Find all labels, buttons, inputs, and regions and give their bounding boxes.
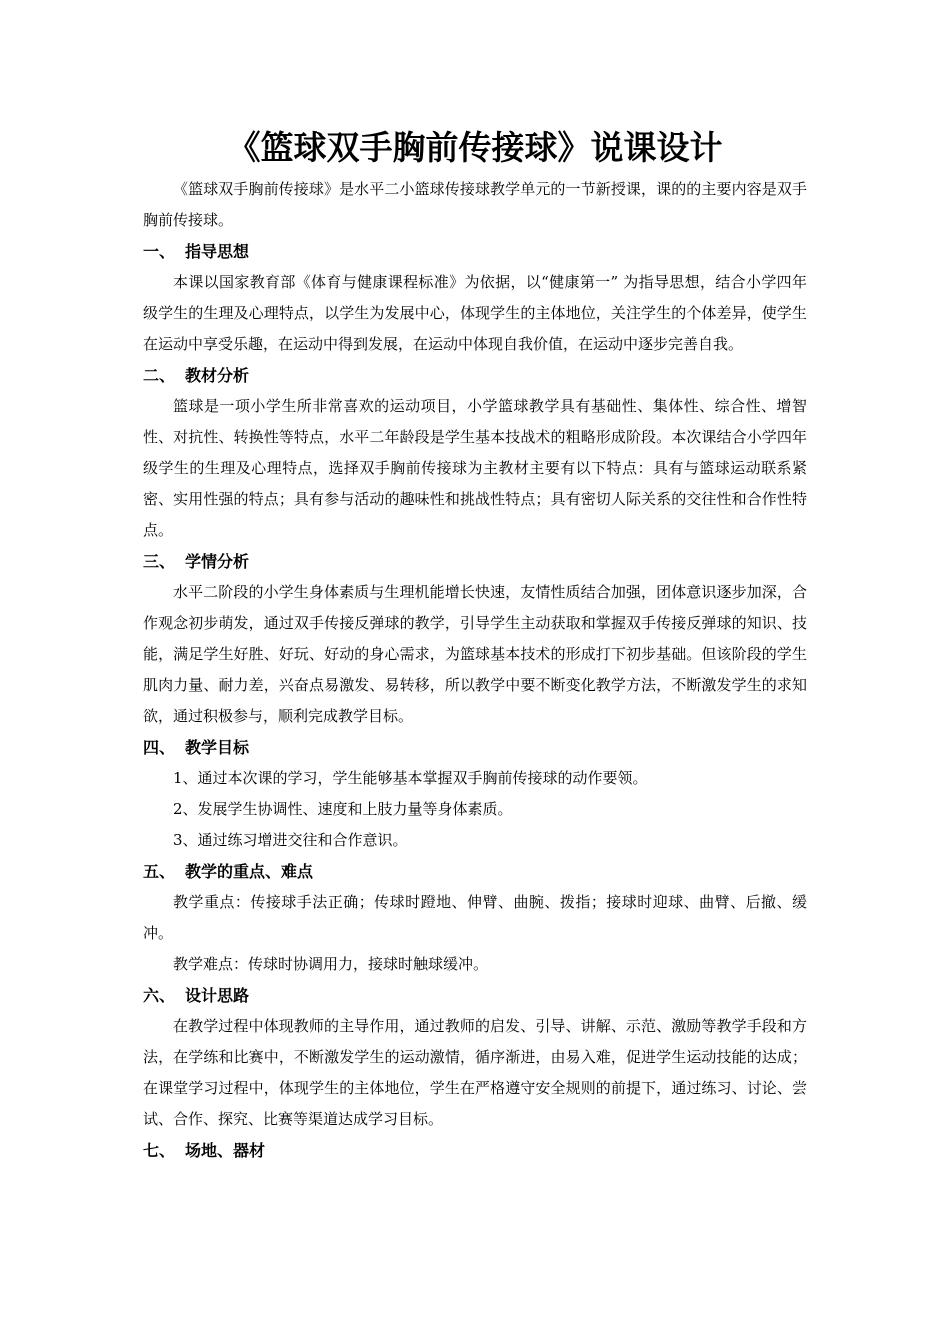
- section-paragraph: 本课以国家教育部《体育与健康课程标准》为依据，以“健康第一” 为指导思想，结合小学四年级学生的生理及心理特点，以学生为发展中心，体现学生的主体地位，关注学生的个体差异，使学生在运动中享受乐趣，在运动中得到发展，在运动中体现自我价值，在运动中逐步完善自我。: [143, 273, 807, 353]
- section-number: 三、: [143, 552, 176, 571]
- section-heading: [143, 360, 807, 391]
- section-heading: [143, 546, 807, 577]
- section-number: 五、: [143, 862, 176, 881]
- section-paragraph: 教学重点：传接球手法正确；传球时蹬地、伸臂、曲腕、拨指；接球时迎球、曲臂、后撤、缓冲。: [143, 893, 807, 942]
- section-title: 场地、器材: [185, 1141, 266, 1160]
- section-heading: [143, 236, 807, 267]
- section-title: 教材分析: [185, 366, 250, 385]
- section-key-points: [143, 856, 807, 980]
- section-title: 设计思路: [185, 986, 250, 1005]
- section-design-ideas: [143, 980, 807, 1135]
- goal-item: 3、通过练习增进交往和合作意识。: [173, 831, 408, 849]
- section-paragraph: 篮球是一项小学生所非常喜欢的运动项目，小学篮球教学具有基础性、集体性、综合性、增智性、对抗性、转换性等特点，水平二年龄段是学生基本技战术的粗略形成阶段。本次课结合小学四年级学生的生理及心理特点，选择双手胸前传接球为主教材主要有以下特点：具有与篮球运动联系紧密、实用性强的特点；具有参与活动的趣味性和挑战性特点；具有密切人际关系的交往性和合作性特点。: [143, 397, 807, 539]
- section-number: 七、: [143, 1141, 176, 1160]
- section-teaching-goals: [143, 732, 807, 856]
- section-student-analysis: [143, 546, 807, 732]
- section-guiding-thought: [143, 236, 807, 360]
- section-title: 学情分析: [185, 552, 250, 571]
- section-heading: [143, 1135, 807, 1166]
- section-paragraph: 水平二阶段的小学生身体素质与生理机能增长快速，友情性质结合加强，团体意识逐步加深，合作观念初步萌发，通过双手传接反弹球的教学，引导学生主动获取和掌握双手传接反弹球的知识、技能，满足学生好胜、好玩、好动的身心需求，为篮球基本技术的形成打下初步基础。但该阶段的学生肌肉力量、耐力差，兴奋点易激发、易转移，所以教学中要不断变化教学方法，不断激发学生的求知欲，通过积极参与，顺利完成教学目标。: [143, 583, 807, 725]
- section-number: 一、: [143, 242, 176, 261]
- section-number: 六、: [143, 986, 176, 1005]
- section-title: 指导思想: [185, 242, 250, 261]
- document-body: [143, 174, 807, 1166]
- section-number: 四、: [143, 738, 176, 757]
- section-material-analysis: [143, 360, 807, 546]
- section-number: 二、: [143, 366, 176, 385]
- section-paragraph: 在教学过程中体现教师的主导作用，通过教师的启发、引导、讲解、示范、激励等教学手段和方法，在学练和比赛中，不断激发学生的运动激情，循序渐进，由易入难，促进学生运动技能的达成；在课堂学习过程中，体现学生的主体地位，学生在严格遵守安全规则的前提下，通过练习、讨论、尝试、合作、探究、比赛等渠道达成学习目标。: [143, 1017, 807, 1128]
- section-heading: [143, 856, 807, 887]
- section-venue-equipment: [143, 1135, 807, 1166]
- section-title: 教学的重点、难点: [185, 862, 314, 881]
- goal-item: 2、发展学生协调性、速度和上肢力量等身体素质。: [173, 800, 513, 818]
- section-title: 教学目标: [185, 738, 250, 757]
- goal-item: 1、通过本次课的学习，学生能够基本掌握双手胸前传接球的动作要领。: [173, 769, 648, 787]
- section-heading: [143, 980, 807, 1011]
- section-paragraph: 教学难点：传球时协调用力，接球时触球缓冲。: [173, 955, 489, 973]
- section-heading: [143, 732, 807, 763]
- document-title: 《篮球双手胸前传接球》说课设计: [227, 128, 723, 167]
- intro-paragraph: 《篮球双手胸前传接球》是水平二小篮球传接球教学单元的一节新授课，课的的主要内容是双手胸前传接球。: [143, 180, 807, 229]
